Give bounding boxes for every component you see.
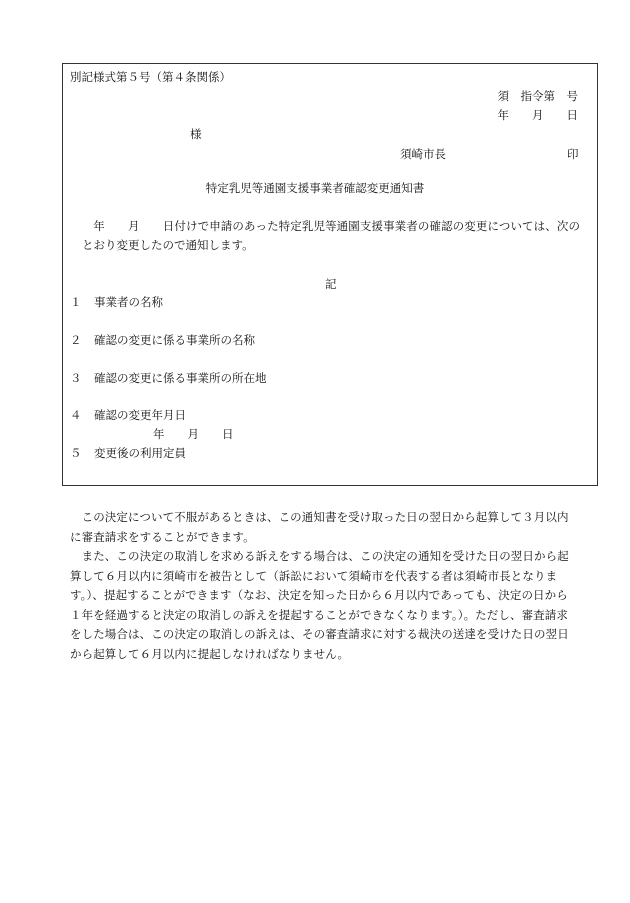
item-label: 確認の変更に係る事業所の名称 bbox=[94, 333, 255, 347]
item-number: ４ bbox=[70, 408, 82, 422]
notice-form-box bbox=[62, 63, 598, 486]
document-title: 特定乳児等通園支援事業者確認変更通知書 bbox=[205, 181, 425, 195]
item-label: 変更後の利用定員 bbox=[94, 446, 186, 460]
seal-mark: 印 bbox=[567, 147, 579, 161]
notes-paragraph-1: この決定について不服があるときは、この通知書を受け取った日の翌日から起算して３月以内に審査請求をすることができます。 bbox=[70, 510, 569, 544]
body-text-line-2: とおり変更したので通知します。 bbox=[82, 238, 254, 252]
item-number: ２ bbox=[70, 333, 82, 347]
issuer-name: 須崎市長 bbox=[400, 147, 446, 161]
item-number: ３ bbox=[70, 371, 82, 385]
item-label: 確認の変更年月日 bbox=[94, 408, 186, 422]
change-date-value: 年 月 日 bbox=[153, 427, 234, 441]
addressee-suffix: 様 bbox=[190, 127, 202, 141]
item-label: 事業者の名称 bbox=[94, 295, 163, 309]
item-label: 確認の変更に係る事業所の所在地 bbox=[94, 371, 267, 385]
appeal-notes bbox=[70, 508, 578, 664]
item-number: ５ bbox=[70, 446, 82, 460]
item-number: １ bbox=[70, 295, 82, 309]
ki-heading: 記 bbox=[325, 277, 337, 291]
document-number: 須 指令第 号 bbox=[497, 89, 578, 103]
body-text-line-1: 年 月 日付けで申請のあった特定乳児等通園支援事業者の確認の変更については、次の bbox=[70, 219, 581, 233]
notes-paragraph-2: また、この決定の取消しを求める訴えをする場合は、この決定の通知を受けた日の翌日から起算して６月以内に須崎市を被告として（訴訟において須崎市を代表する者は須崎市長となります。）、提起することができます（なお、決定を知った日から６月以内であっても、決定の日から１年を経過すると決定の取消しの訴えを提起することができなくなります。）。ただし、審査請求をした場合は、この決定の取消しの訴えは、その審査請求に対する裁決の送達を受けた日の翌日から起算して６月以内に提起しなければなりません。 bbox=[70, 549, 569, 661]
issue-date: 年 月 日 bbox=[497, 108, 578, 122]
form-label: 別記様式第５号（第４条関係） bbox=[70, 70, 231, 84]
